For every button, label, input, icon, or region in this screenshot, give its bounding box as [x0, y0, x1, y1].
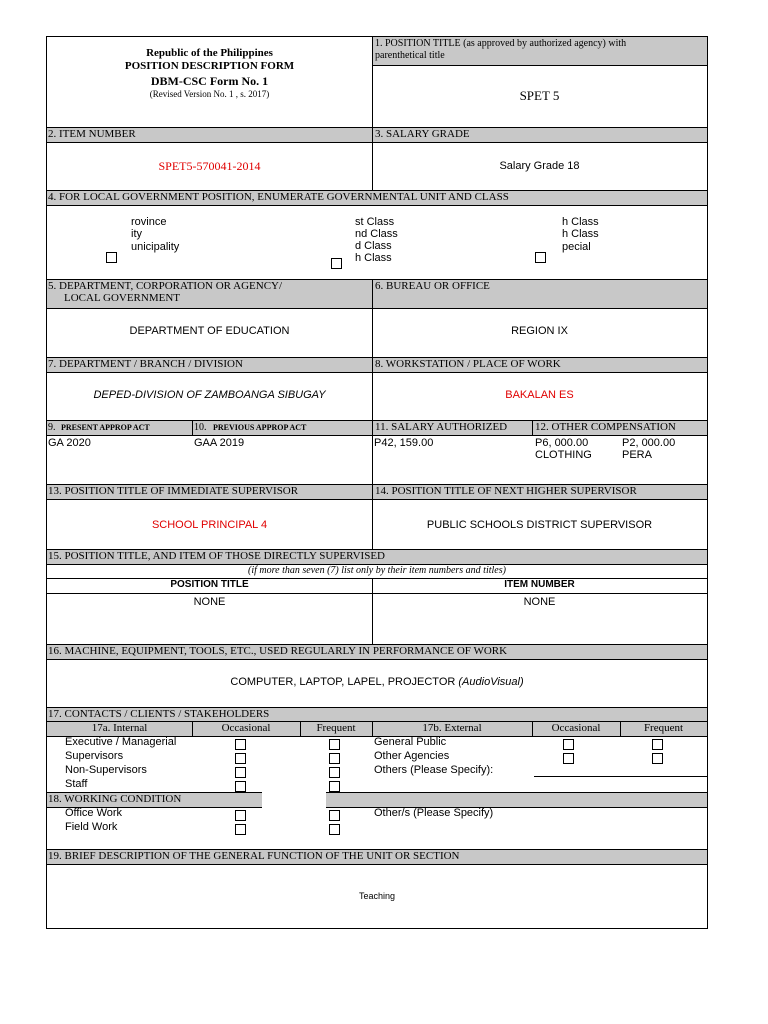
salary-authorized-value: P42, 159.00 [374, 437, 434, 449]
s6-label: 6. BUREAU OR OFFICE [375, 280, 490, 292]
s15-col-title: POSITION TITLE [170, 579, 249, 590]
equipment-value [47, 676, 707, 688]
next-supervisor-value: PUBLIC SCHOOLS DISTRICT SUPERVISOR [426, 519, 653, 531]
workstation-value: BAKALAN ES [505, 389, 574, 401]
header-form-title: POSITION DESCRIPTION FORM [124, 60, 295, 72]
s10-s11-divider [372, 420, 373, 484]
border-right [707, 36, 708, 928]
external-frequent-heading: Frequent [643, 722, 684, 734]
s16-label: 16. MACHINE, EQUIPMENT, TOOLS, ETC., USED REGULARLY IN PERFORMANCE OF WORK [48, 645, 508, 657]
previous-approp-value: GAA 2019 [194, 437, 245, 449]
immediate-supervisor-value: SCHOOL PRINCIPAL 4 [151, 519, 268, 531]
present-approp-value: GA 2020 [48, 437, 91, 449]
executive-frequent-checkbox[interactable] [329, 739, 340, 750]
agencies-occasional-checkbox[interactable] [563, 753, 574, 764]
internal-heading: 17a. Internal [91, 722, 148, 734]
bureau-value: REGION IX [511, 325, 568, 337]
s15-note: (if more than seven (7) list only by their item numbers and titles) [248, 565, 506, 576]
s3-label: 3. SALARY GRADE [375, 128, 470, 140]
equipment-text-italic: (AudioVisual) [458, 676, 524, 688]
non-supervisors-occasional-checkbox[interactable] [235, 767, 246, 778]
s18-bar-gap [262, 792, 326, 808]
s13-label: 13. POSITION TITLE OF IMMEDIATE SUPERVISOR [48, 485, 299, 497]
s7-label: 7. DEPARTMENT / BRANCH / DIVISION [48, 358, 243, 370]
s19-label: 19. BRIEF DESCRIPTION OF THE GENERAL FUNCTION OF THE UNIT OR SECTION [48, 850, 460, 862]
contact-staff: Staff [65, 778, 88, 790]
class-special: pecial [562, 241, 591, 253]
supervised-item-value: NONE [523, 596, 556, 608]
compensation-desc-1: CLOTHING [535, 449, 592, 461]
office-work-occasional-checkbox[interactable] [235, 810, 246, 821]
field-work-occasional-checkbox[interactable] [235, 824, 246, 835]
contact-non-supervisors: Non-Supervisors [65, 764, 147, 776]
class-third: d Class [355, 240, 392, 252]
condition-office-work: Office Work [65, 807, 123, 819]
field-work-frequent-checkbox[interactable] [329, 824, 340, 835]
others-specify-line[interactable] [534, 776, 707, 777]
staff-occasional-checkbox[interactable] [235, 781, 246, 792]
division-value: DEPED-DIVISION OF ZAMBOANGA SIBUGAY [93, 389, 326, 401]
staff-frequent-checkbox[interactable] [329, 781, 340, 792]
s13-s14-divider [372, 484, 373, 549]
general-function-value: Teaching [358, 891, 396, 901]
s11-label: 11. SALARY AUTHORIZED [375, 421, 508, 433]
non-supervisors-frequent-checkbox[interactable] [329, 767, 340, 778]
office-work-frequent-checkbox[interactable] [329, 810, 340, 821]
s11-s12-divider [532, 420, 533, 435]
lgu-province: rovince [131, 216, 167, 228]
contact-others-specify: Others (Please Specify): [374, 764, 494, 776]
contact-supervisors: Supervisors [65, 750, 124, 762]
s1-label-cont: parenthetical title [375, 50, 445, 61]
s5-label: 5. DEPARTMENT, CORPORATION OR AGENCY/ [48, 280, 283, 292]
internal-frequent-heading: Frequent [316, 722, 356, 734]
s18-label: 18. WORKING CONDITION [48, 793, 182, 805]
contact-general-public: General Public [374, 736, 447, 748]
position-title-value: SPET 5 [519, 88, 560, 103]
s15-col-rule [47, 593, 707, 594]
supervisors-frequent-checkbox[interactable] [329, 753, 340, 764]
s2-label: 2. ITEM NUMBER [48, 128, 136, 140]
s10-label: PREVIOUS APPROP ACT [213, 423, 307, 432]
class-sixth: h Class [562, 228, 599, 240]
s9-s10-divider [192, 420, 193, 435]
class-fifth: h Class [562, 216, 599, 228]
executive-occasional-checkbox[interactable] [235, 739, 246, 750]
contact-executive: Executive / Managerial [65, 736, 177, 748]
lgu-city: ity [131, 228, 142, 240]
public-occasional-checkbox[interactable] [563, 739, 574, 750]
lgu-municipality: unicipality [131, 241, 180, 253]
compensation-amount-1: P6, 000.00 [535, 437, 589, 449]
contact-other-agencies: Other Agencies [374, 750, 450, 762]
s1-rule [372, 65, 707, 66]
header-form-number: DBM-CSC Form No. 1 [150, 74, 269, 88]
class-a-checkbox[interactable] [331, 258, 342, 269]
compensation-amount-2: P2, 000.00 [622, 437, 676, 449]
external-occasional-heading: Occasional [551, 722, 601, 734]
compensation-desc-2: PERA [622, 449, 652, 461]
supervisors-occasional-checkbox[interactable] [235, 753, 246, 764]
equipment-text: COMPUTER, LAPTOP, LAPEL, PROJECTOR [230, 676, 459, 688]
s1-divider [372, 36, 373, 128]
salary-grade-value: Salary Grade 18 [499, 160, 580, 172]
s14-label: 14. POSITION TITLE OF NEXT HIGHER SUPERVISOR [375, 485, 637, 497]
s5-label-cont: LOCAL GOVERNMENT [64, 292, 180, 304]
lgu-type-checkbox[interactable] [106, 252, 117, 263]
internal-occasional-heading: Occasional [221, 722, 271, 734]
class-first: st Class [355, 216, 395, 228]
s9-label: PRESENT APPROP ACT [61, 423, 150, 432]
condition-field-work: Field Work [65, 821, 118, 833]
public-frequent-checkbox[interactable] [652, 739, 663, 750]
department-value: DEPARTMENT OF EDUCATION [129, 325, 290, 337]
item-number-value: SPET5-570041-2014 [158, 159, 261, 173]
header-republic: Republic of the Philippines [146, 47, 273, 59]
supervised-title-value: NONE [193, 596, 226, 608]
s1-label: 1. POSITION TITLE (as approved by authorized agency) with [375, 38, 627, 49]
s8-label: 8. WORKSTATION / PLACE OF WORK [375, 358, 561, 370]
s15-col-item: ITEM NUMBER [504, 579, 575, 590]
s4-label: 4. FOR LOCAL GOVERNMENT POSITION, ENUMERATE GOVERNMENTAL UNIT AND CLASS [48, 191, 509, 203]
s15-divider [372, 578, 373, 644]
s5-s6-divider [372, 279, 373, 357]
external-heading: 17b. External [422, 722, 482, 734]
class-b-checkbox[interactable] [535, 252, 546, 263]
s9-num: 9. [48, 422, 56, 433]
s17-label: 17. CONTACTS / CLIENTS / STAKEHOLDERS [48, 708, 270, 720]
header-revision: (Revised Version No. 1 , s. 2017) [149, 89, 270, 99]
class-second: nd Class [355, 228, 398, 240]
s2-s3-divider [372, 127, 373, 190]
condition-others: Other/s (Please Specify) [374, 807, 494, 819]
s15-label: 15. POSITION TITLE, AND ITEM OF THOSE DIRECTLY SUPERVISED [48, 550, 385, 562]
s12-label: 12. OTHER COMPENSATION [535, 421, 676, 433]
border-bottom [46, 928, 708, 929]
class-fourth: h Class [355, 252, 392, 264]
s10-num: 10. [194, 422, 207, 433]
agencies-frequent-checkbox[interactable] [652, 753, 663, 764]
